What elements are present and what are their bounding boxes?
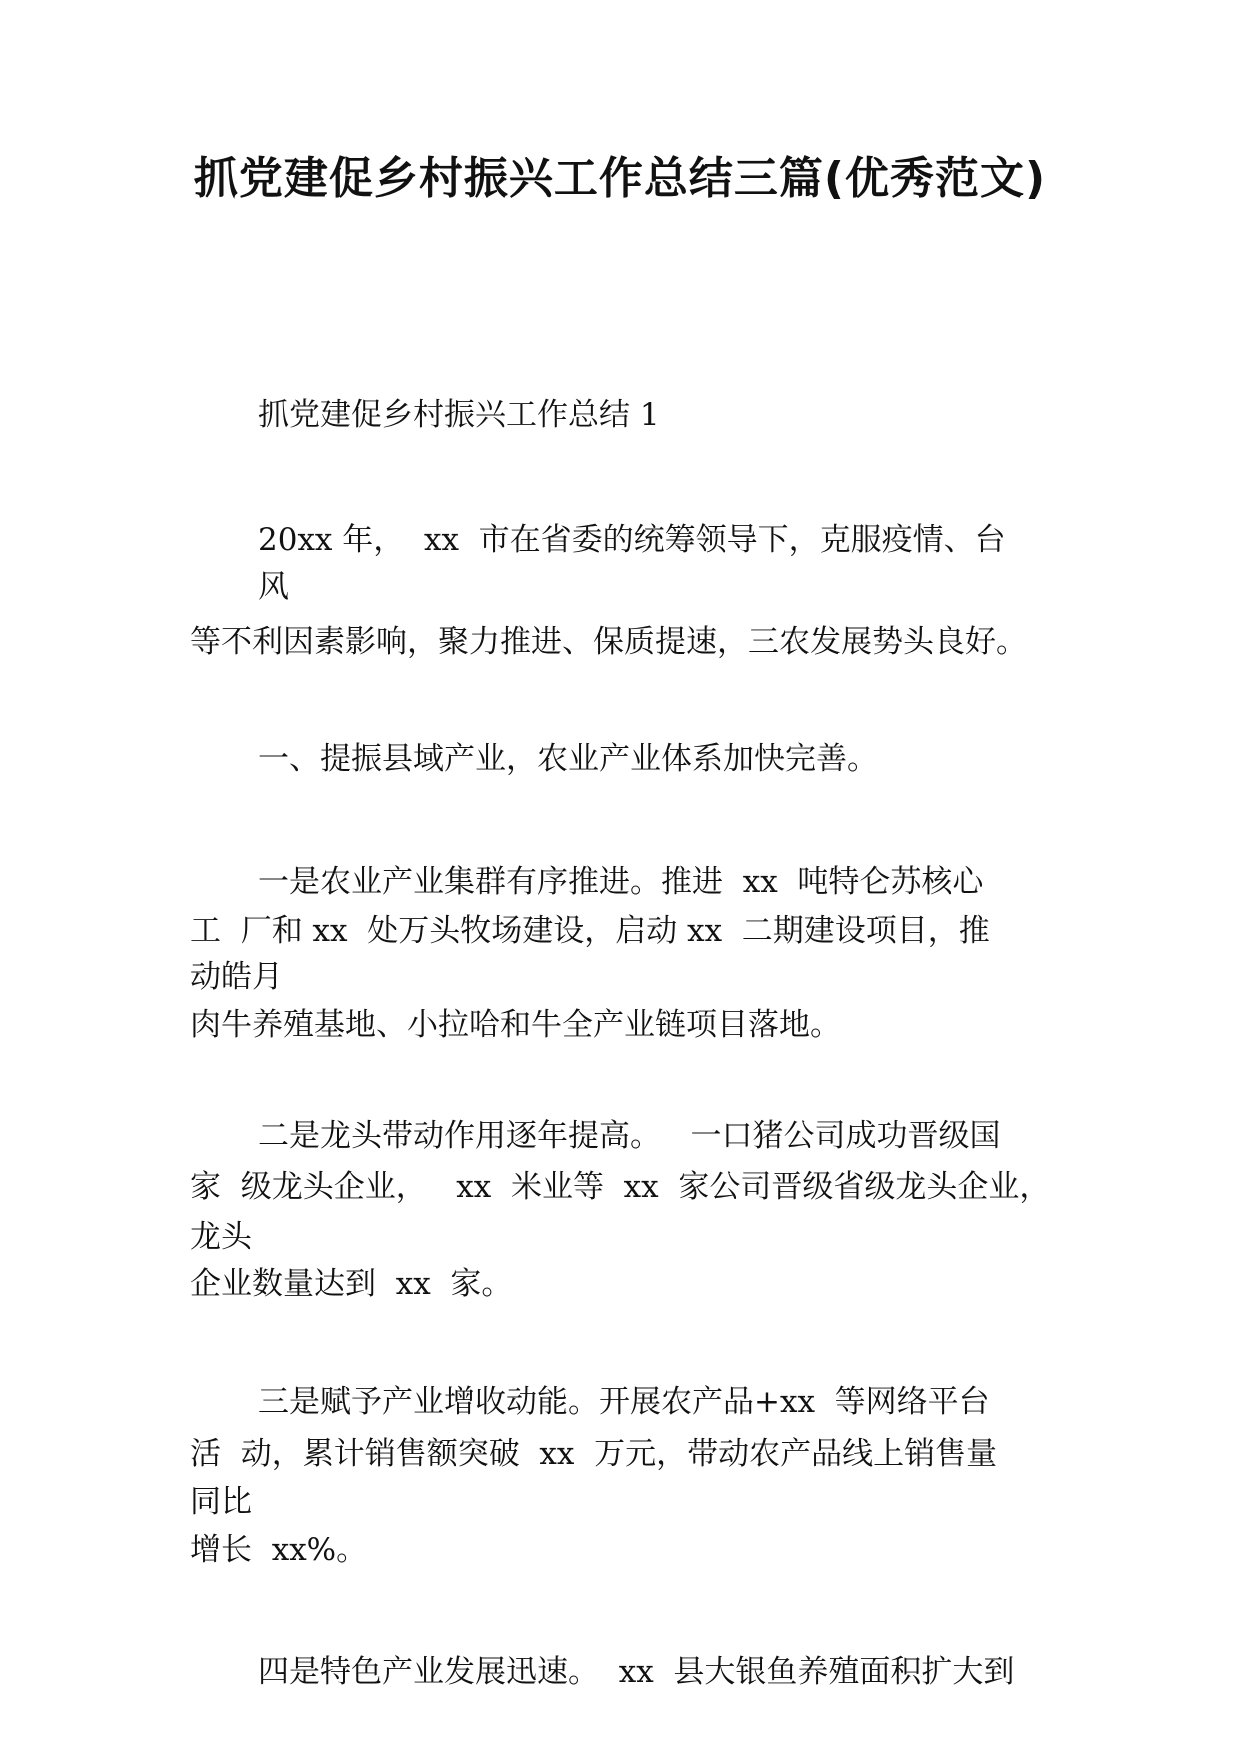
body-line: 同比 bbox=[190, 1484, 252, 1520]
body-line: 风 bbox=[258, 569, 289, 605]
body-line: 活 动，累计销售额突破 xx 万元，带动农产品线上销售量 bbox=[190, 1436, 998, 1472]
body-line: 一是农业产业集群有序推进。推进 xx 吨特仑苏核心 bbox=[258, 864, 984, 900]
body-line: 企业数量达到 xx 家。 bbox=[190, 1266, 513, 1302]
body-line: 工 厂和 xx 处万头牧场建设，启动 xx 二期建设项目，推 bbox=[190, 913, 990, 949]
body-line: 20xx 年， xx 市在省委的统筹领导下，克服疫情、台 bbox=[258, 522, 1006, 558]
section-heading: 抓党建促乡村振兴工作总结 1 bbox=[258, 397, 660, 433]
body-line: 三是赋予产业增收动能。开展农产品+xx 等网络平台 bbox=[258, 1384, 990, 1420]
body-line: 等不利因素影响，聚力推进、保质提速，三农发展势头良好。 bbox=[190, 624, 1027, 660]
body-line: 龙头 bbox=[190, 1219, 252, 1255]
body-line: 动皓月 bbox=[190, 959, 283, 995]
body-line: 二是龙头带动作用逐年提高。 一口猪公司成功晋级国 bbox=[258, 1118, 1001, 1154]
document-title: 抓党建促乡村振兴工作总结三篇(优秀范文) bbox=[193, 153, 1047, 204]
subsection-heading: 一、提振县域产业，农业产业体系加快完善。 bbox=[258, 741, 878, 777]
body-line: 四是特色产业发展迅速。 xx 县大银鱼养殖面积扩大到 bbox=[258, 1654, 1015, 1690]
body-line: 增长 xx%。 bbox=[190, 1532, 368, 1568]
body-line: 肉牛养殖基地、小拉哈和牛全产业链项目落地。 bbox=[190, 1007, 841, 1043]
body-line: 家 级龙头企业， xx 米业等 xx 家公司晋级省级龙头企业， bbox=[190, 1169, 1051, 1205]
